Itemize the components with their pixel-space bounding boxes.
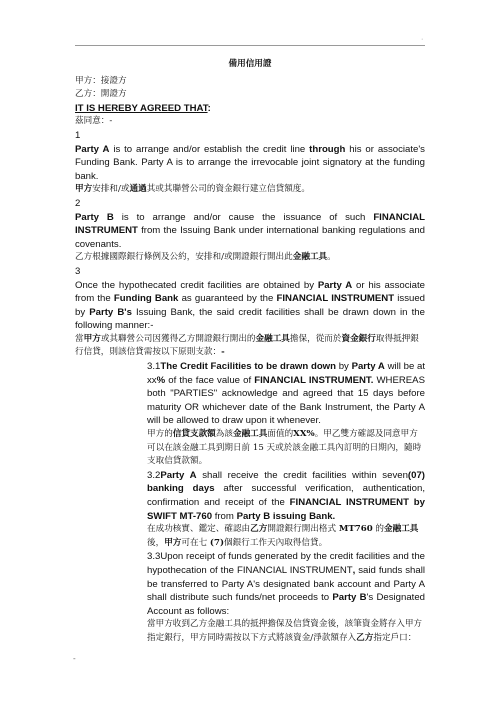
- section-1-cn: 甲方安排和/或通過其或其聯營公司的資金銀行建立信貸額度。: [75, 184, 310, 195]
- clause-3-1-cn: 甲方的信貸支款額為該金融工具面值的XX%。甲乙雙方確認及同意甲方可以在該金融工具到期日前 15 天或於該金融工具內訂明的日期內，隨時支取信貸款額。: [147, 429, 422, 467]
- clause-3-2-en: 3.2Party A shall receive the credit facilities within seven(07) banking days after successful verification, authentication, confirmation and receipt of the FINANCIAL INSTRUMENT by SWIFT MT-760 from Party B issuing Bank.: [147, 469, 426, 522]
- agreed-cn: 茲同意：-: [75, 116, 113, 127]
- agreed-heading: [75, 102, 425, 116]
- section-2-en: Party B is to arrange and/or cause the issuance of such FINANCIAL INSTRUMENT from the Issuing Bank under international banking regulations and covenants.: [75, 211, 426, 250]
- section-3-number: 3: [75, 265, 81, 277]
- section-2-cn: 乙方根據國際銀行條例及公約，安排和/或開證銀行開出此金融工具。: [75, 252, 336, 263]
- document-title: 備用信用證: [228, 59, 272, 69]
- header-rule: [75, 45, 425, 46]
- section-3-en: Once the hypothecated credit facilities are obtained by Party A or his associate from the Funding Bank as guaranteed by the FINANCIAL INSTRUMENT issued by Party B's Issuing Bank, the said credit facilities shall be drawn down in the following manner:-: [75, 279, 426, 332]
- section-2-number: 2: [75, 197, 81, 209]
- clause-3-1-en: 3.1The Credit Facilities to be drawn down by Party A will be at xx% of the face value of FINANCIAL INSTRUMENT. WHEREAS both "PARTIES" acknowledge and agreed that 15 days before maturity OR whichever date of the Bank Instrument, the Party A will be allowed to draw upon it whenever.: [147, 361, 425, 427]
- section-1-number: 1: [75, 129, 81, 141]
- clause-3-3-cn: 當甲方收到乙方金融工具的抵押擔保及信貸資金後，該筆資金將存入甲方指定銀行，甲方同時需按以下方式將該資金/淨款額存入乙方指定戶口：: [147, 619, 423, 643]
- header-mark: ·: [421, 36, 424, 43]
- section-1-en: Party A is to arrange and/or establish the credit line through his or associate's Funding Bank. Party A is to arrange the irrevocable joint signatory at the funding bank.: [75, 143, 425, 182]
- agreed-heading-text: IT IS HEREBY AGREED THAT: [75, 102, 208, 114]
- party-b-line: 乙方：開證方: [75, 89, 127, 100]
- clause-3-2-cn: 在成功核實、鑑定、確認由乙方開證銀行開出格式 MT760 的金融工具後，甲方可在七 (7)個銀行工作天內取得信貸。: [147, 524, 419, 548]
- footer-mark: -: [73, 654, 76, 663]
- agreed-heading-colon: :: [207, 102, 211, 114]
- document-body: [75, 58, 425, 646]
- section-3-cn: 當甲方或其聯營公司因獲得乙方開證銀行開出的金融工具擔保，從而於資金銀行取得抵押銀行信貸，則該信貸需按以下原則支款：-: [75, 333, 419, 358]
- party-a-line: 甲方：接證方: [75, 75, 127, 86]
- clause-3-3-en: 3.3Upon receipt of funds generated by the credit facilities and the hypothecation of the FINANCIAL INSTRUMENT, said funds shall be transferred to Party A's designated bank account and Party A shall distribute such funds/net proceeds to Party B's Designated Account as follows:: [147, 551, 425, 617]
